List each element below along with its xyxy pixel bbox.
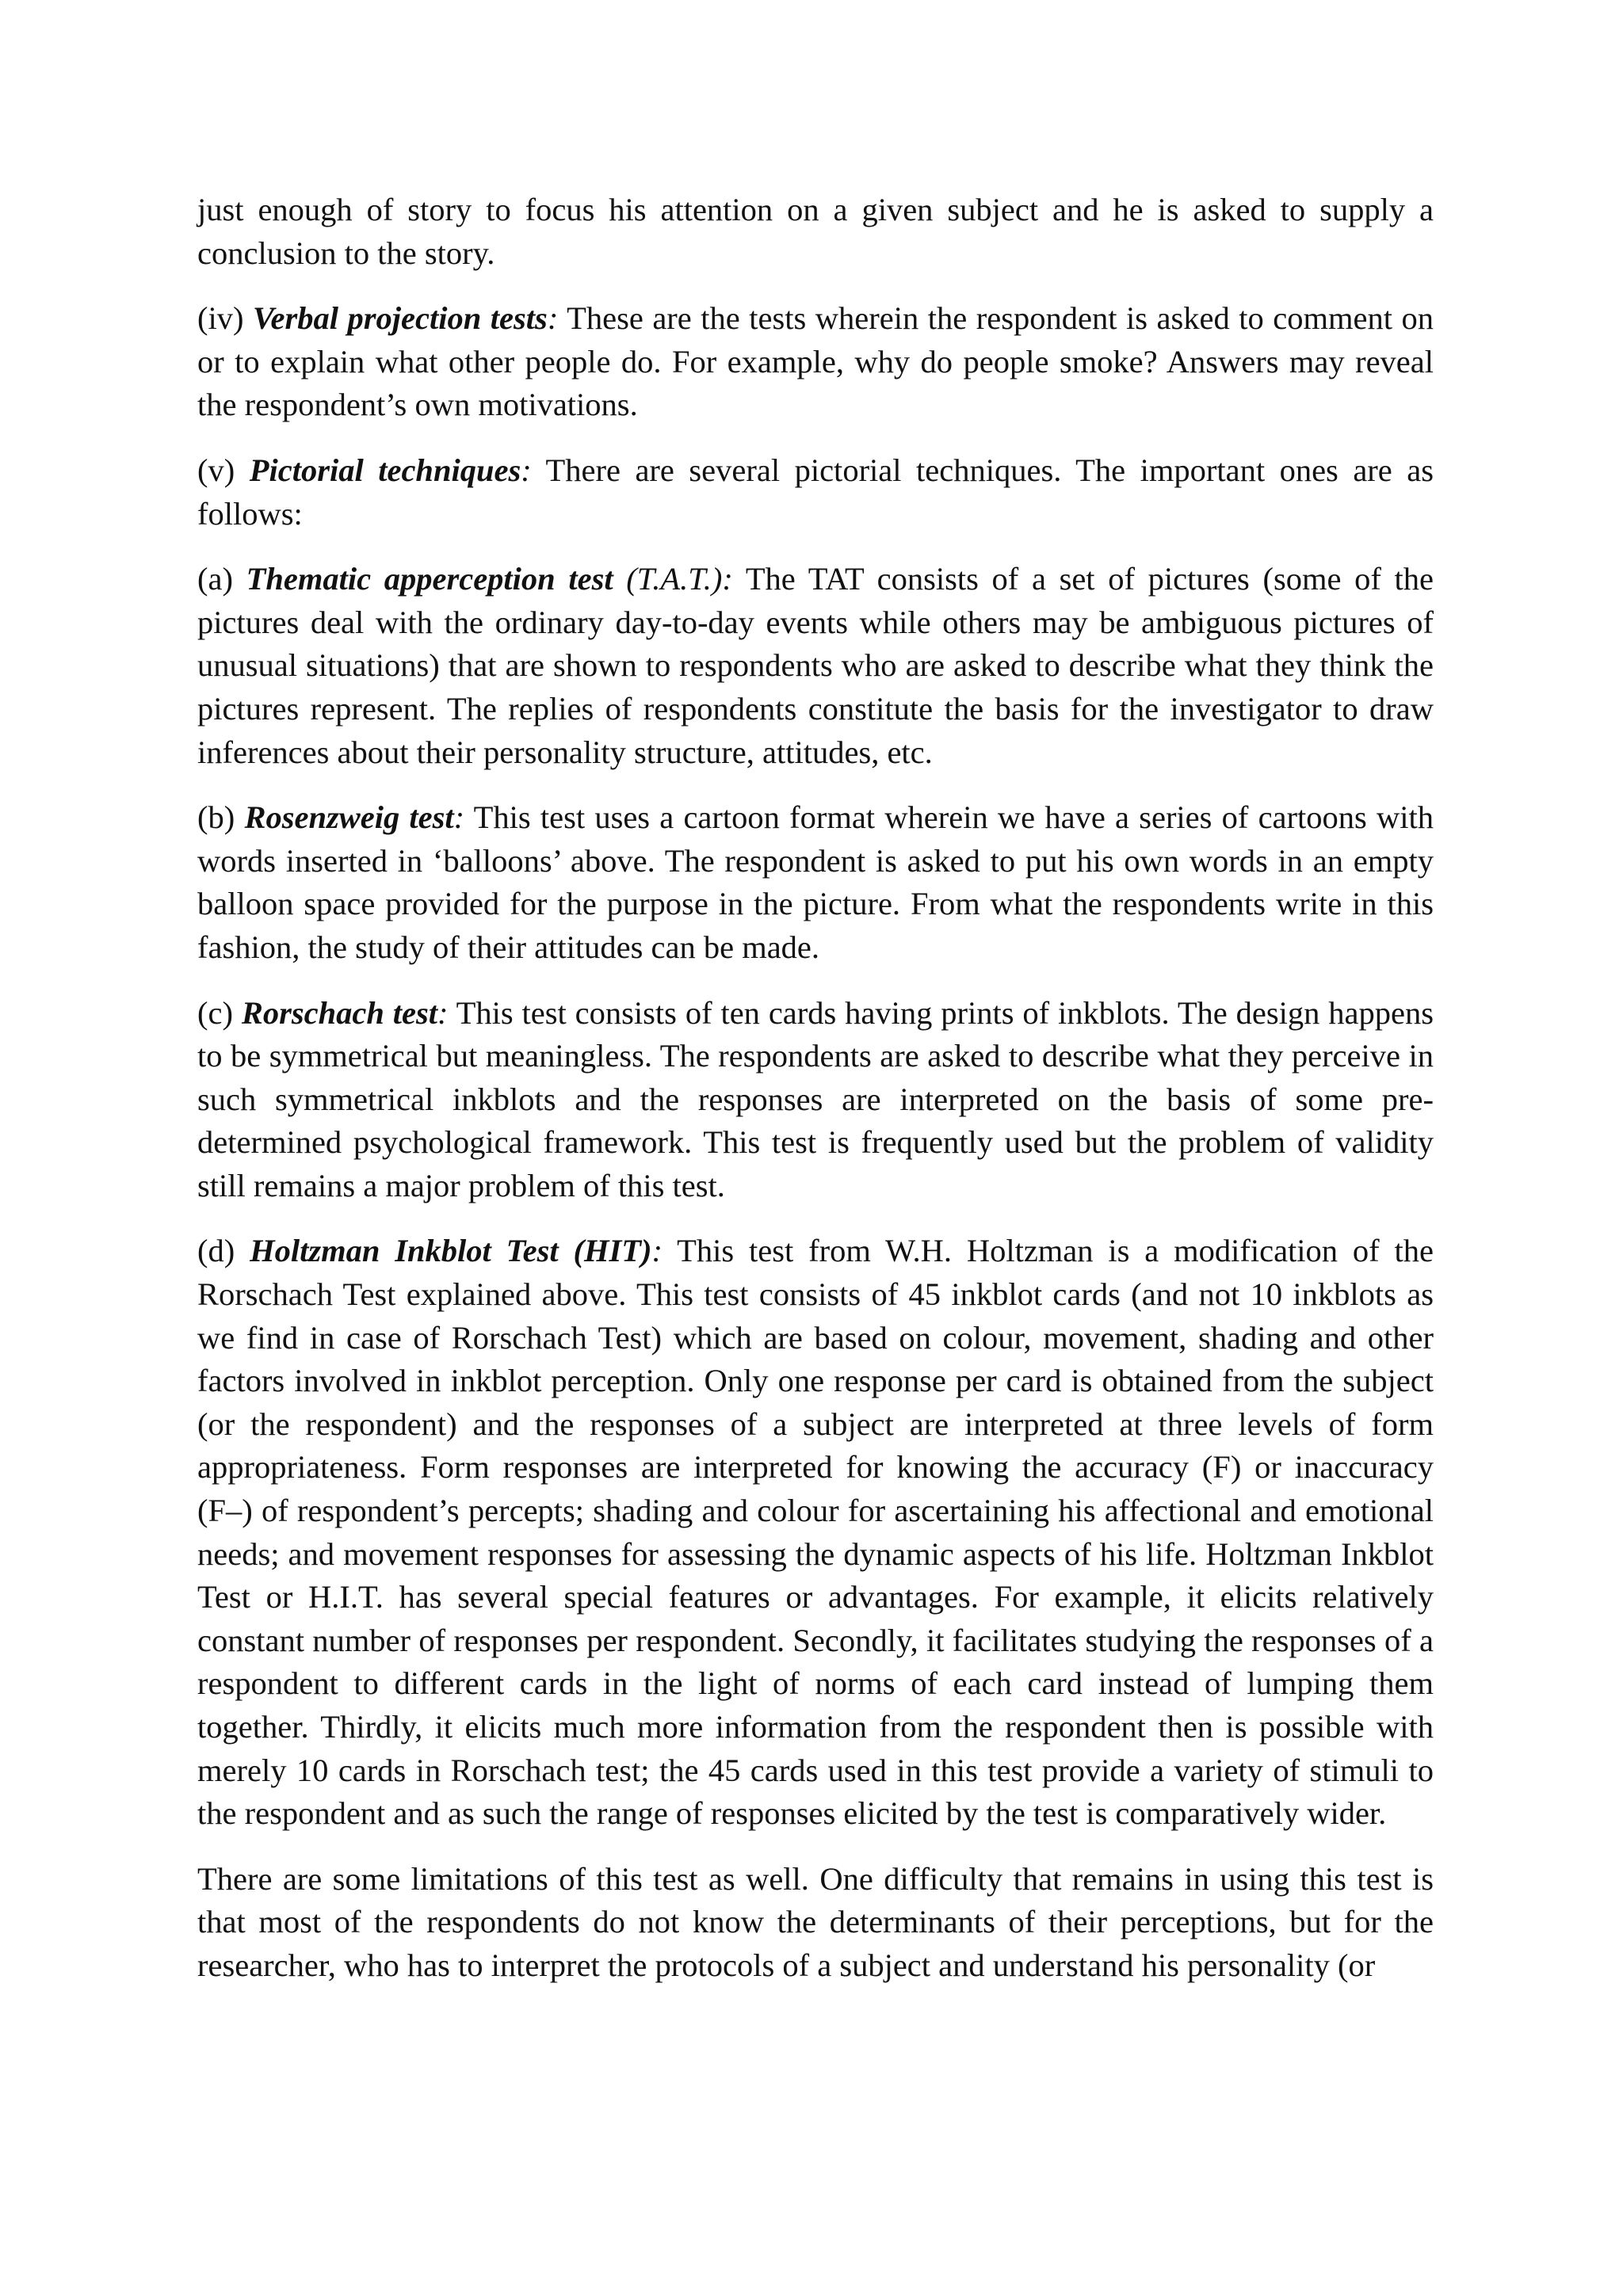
term-suffix: :	[651, 1233, 663, 1269]
paragraph-body: This test consists of ten cards having prints of inkblots. The design happens to be symmetrical but meaningless. The respondents are asked to describe what they perceive in such symmetrical inkblots and the responses are interpreted on the basis of some pre-determined psychological framework. This test is frequently used but the problem of validity still remains a major problem of this test.	[197, 994, 1434, 1203]
item-marker: (v)	[197, 452, 250, 488]
paragraph-body: This test uses a cartoon format wherein we have a series of cartoons with words inserted in ‘balloons’ above. The respondent is asked to put his own words in an empty balloon space provided for the purpose in the picture. From what the respondents write in this fashion, the study of their attitudes can be made.	[197, 799, 1434, 965]
item-marker: (b)	[197, 799, 245, 836]
paragraph-rorschach-test	[197, 992, 1434, 1208]
term-suffix: :	[521, 452, 532, 488]
term-suffix: :	[547, 300, 559, 337]
paragraph-holtzman-inkblot-test	[197, 1230, 1434, 1835]
term-verbal-projection-tests: Verbal projection tests	[253, 300, 548, 337]
paragraph-body: These are the tests wherein the respondent is asked to comment on or to explain what other people do. For example, why do people smoke? Answers may reveal the respondent’s own motivations.	[197, 300, 1434, 423]
paragraph-body: There are several pictorial techniques. The important ones are as follows:	[197, 452, 1434, 532]
term-pictorial-techniques: Pictorial techniques	[249, 452, 521, 488]
paragraph-rosenzweig-test	[197, 796, 1434, 969]
item-marker: (c)	[197, 994, 242, 1031]
term-suffix: (T.A.T.):	[613, 561, 733, 597]
term-suffix: :	[453, 799, 465, 836]
term-rorschach-test: Rorschach test	[241, 994, 438, 1031]
paragraph-pictorial-techniques	[197, 449, 1434, 536]
item-marker: (iv)	[197, 300, 253, 337]
item-marker: (d)	[197, 1233, 250, 1269]
paragraph-story-conclusion: just enough of story to focus his attention on a given subject and he is asked to supply a conclusion to the story.	[197, 192, 1434, 271]
item-marker: (a)	[197, 561, 246, 597]
paragraph-limitations: There are some limitations of this test as well. One difficulty that remains in using this test is that most of the respondents do not know the determinants of their perceptions, but for the researcher, who has to interpret the protocols of a subject and understand his personality (or	[197, 1860, 1434, 1983]
paragraph-body: The TAT consists of a set of pictures (some of the pictures deal with the ordinary day-to-day events while others may be ambiguous pictures of unusual situations) that are shown to respondents who are asked to describe what they think the pictures represent. The replies of respondents constitute the basis for the investigator to draw inferences about their personality structure, attitudes, etc.	[197, 561, 1434, 770]
term-rosenzweig-test: Rosenzweig test	[244, 799, 454, 836]
document-page	[197, 189, 1434, 2010]
term-holtzman-inkblot-test: Holtzman Inkblot Test (HIT)	[250, 1233, 652, 1269]
paragraph-verbal-projection-tests	[197, 297, 1434, 427]
term-suffix: :	[437, 994, 449, 1031]
paragraph-thematic-apperception-test	[197, 558, 1434, 774]
paragraph-body: This test from W.H. Holtzman is a modification of the Rorschach Test explained above. This test consists of 45 inkblot cards (and not 10 inkblots as we find in case of Rorschach Test) which are based on colour, movement, shading and other factors involved in inkblot perception. Only one response per card is obtained from the subject (or the respondent) and the responses of a subject are interpreted at three levels of form appropriateness. Form responses are interpreted for knowing the accuracy (F) or inaccuracy (F–) of respondent’s percepts; shading and colour for ascertaining his affectional and emotional needs; and movement responses for assessing the dynamic aspects of his life. Holtzman Inkblot Test or H.I.T. has several special features or advantages. For example, it elicits relatively constant number of responses per respondent. Secondly, it facilitates studying the responses of a respondent to different cards in the light of norms of each card instead of lumping them together. Thirdly, it elicits much more information from the respondent then is possible with merely 10 cards in Rorschach test; the 45 cards used in this test provide a variety of stimuli to the respondent and as such the range of responses elicited by the test is comparatively wider.	[197, 1233, 1434, 1832]
term-thematic-apperception-test: Thematic apperception test	[246, 561, 613, 597]
